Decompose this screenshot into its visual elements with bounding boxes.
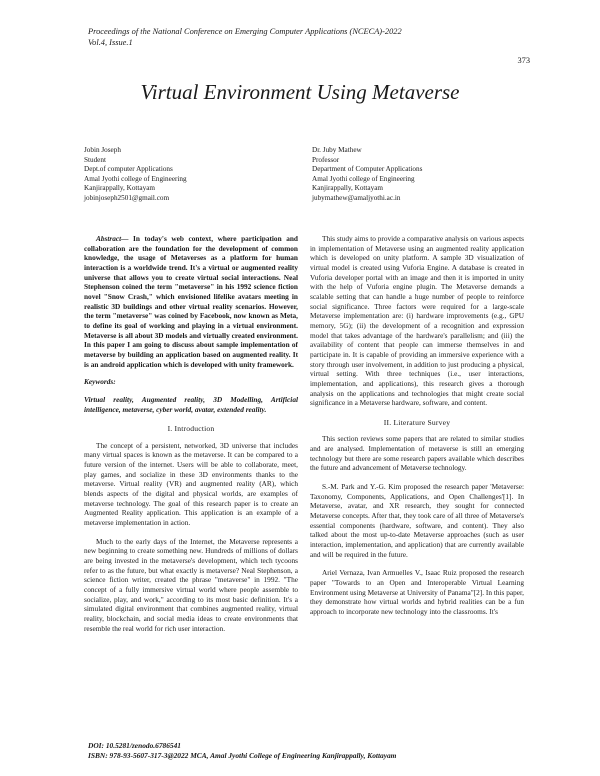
author-block-1 bbox=[84, 146, 187, 204]
author-role: Student bbox=[84, 155, 106, 164]
right-column bbox=[310, 234, 524, 617]
keywords: Virtual reality, Augmented reality, 3D Modelling, Artificial intelligence, metaverse, cyber world, avatar, extended reality. bbox=[84, 394, 298, 414]
author-block-2 bbox=[312, 146, 422, 204]
author-place: Kanjirappally, Kottayam bbox=[312, 184, 383, 193]
abstract-text: — In today's web context, where participation and collaboration are the foundation for the development of common knowledge, the usage of Metaverses as a platform for human interaction is a worldwide trend. It's a virtual or augmented reality universe that allows you to create virtual social interactions. Neal Stephenson coined the term "metaverse" in his 1992 science fiction novel "Snow Crash," which envisioned lifelike avatars meeting in realistic 3D buildings and other virtual reality scenarios. However, the term "metaverse" was coined by Facebook, now known as Meta, to define its goal of working and playing in a virtual environment. Metaverse is all about 3D models and virtually created environment. In this paper I am going to discuss about sample implementation of metaverse by building an application based on augmented reality. It is an android application which is developed with unity framework. bbox=[84, 234, 298, 369]
doi-line: DOI: 10.5281/zenodo.6786541 bbox=[88, 741, 181, 750]
author-role: Professor bbox=[312, 155, 340, 164]
isbn-line: ISBN: 978-93-5607-317-3@2022 MCA, Amal Jyothi College of Engineering Kanjirappally, Kottayam bbox=[88, 751, 397, 760]
running-header bbox=[88, 26, 402, 48]
section-heading-literature-survey: II. Literature Survey bbox=[383, 417, 451, 427]
volume-line: Vol.4, Issue.1 bbox=[88, 38, 133, 47]
left-column bbox=[84, 234, 298, 633]
author-place: Kanjirappally, Kottayam bbox=[84, 184, 155, 193]
paper-title: Virtual Environment Using Metaverse bbox=[140, 80, 460, 104]
proceedings-line: Proceedings of the National Conference on Emerging Computer Applications (NCECA)-2022 bbox=[88, 27, 402, 36]
abstract bbox=[84, 234, 298, 369]
author-dept: Department of Computer Applications bbox=[312, 165, 423, 174]
author-email: jobinjoseph2501@gmail.com bbox=[84, 193, 170, 202]
author-name: Dr. Juby Mathew bbox=[312, 146, 362, 154]
author-email: jubymathew@amaljyothi.ac.in bbox=[312, 193, 401, 202]
keywords-heading: Keywords: bbox=[84, 377, 116, 387]
author-dept: Dept.of computer Applications bbox=[84, 165, 173, 174]
page-number: 373 bbox=[517, 56, 530, 65]
intro-paragraph-1: The concept of a persistent, networked, 3D universe that includes many virtual spaces is known as the metaverse. It can be compared to a future version of the internet. Users will be able to collaborate, meet, play games, and socialize in these 3D environments thanks to the metaverse. Virtual reality (VR) and augmented reality (AR), which blends aspects of the digital and physical worlds, are examples of metaverse technology. The goal of this research paper is to create an Augmented Reality application. This application is an example of a metaverse implementation in action. bbox=[84, 440, 298, 528]
author-college: Amal Jyothi college of Engineering bbox=[84, 174, 187, 183]
section-heading-introduction: I. Introduction bbox=[167, 424, 215, 434]
literature-paragraph-1: This section reviews some papers that are related to similar studies and are analysed. Implementation of metaverse is still an emerging technology but there are some research papers available which describes the future and advancement of Metaverse technology. bbox=[310, 434, 524, 473]
author-college: Amal Jyothi college of Engineering bbox=[312, 174, 415, 183]
abstract-lead: Abstract bbox=[96, 234, 122, 243]
literature-paragraph-2: S.-M. Park and Y.-G. Kim proposed the research paper 'Metaverse: Taxonomy, Components, Applications, and Open Challenges'[1]. In Metaverse, avatar, and XR research, they sought for connected Metaverse concepts. After that, they took care of all three of Metaverse's essential components (hardware, software, and content). They also talked about the most up-to-date Metaverse approaches (such as user interaction, implementation, and application) that are currently available and will be required in the future. bbox=[310, 482, 524, 559]
intro-paragraph-2: Much to the early days of the Internet, the Metaverse represents a new beginning to create something new. Hundreds of millions of dollars are being invested in the metaverse's development, which tech tycoons refer to as the future, but what exactly is metaverse? Neal Stephenson, a science fiction writer, created the phrase "metaverse" in 1992. "The concept of a fully immersive virtual world where people assemble to socialize, play, and work," according to its most basic definition. It's a simulated digital environment that combines augmented reality, virtual reality, blockchain, and social media ideas to create environments that resemble the real world for rich user interaction. bbox=[84, 536, 298, 633]
study-paragraph: This study aims to provide a comparative analysis on various aspects in implementation of Metaverse using an augmented reality application which is developed on unity platform. A sample 3D visualization of virtual model is created using Vuforia Engine. A database is created in Vuforia developer portal with an image and then it is imported in unity with the help of Vuforia engine plugin. The Metaverse demands a scalable setting that can handle a huge number of people to reinforce social significance. Three factors were required for a large-scale Metaverse implementation are: (i) hardware improvements (e.g., GPU memory, 5G); (ii) the development of a recognition and expression model that takes advantage of the hardware's parallelism; and (iii) the availability of content that people can immerse themselves in and participate in. It is capable of providing an immersive experience with a story through user involvement, in addition to just producing a physical, virtual setting. With three techniques (i.e., user interactions, implementation, and applications), this research gives a thorough analysis on the applications and technologies that might create social significance in a Metaverse hardware, software, and content. bbox=[310, 234, 524, 408]
page-footer bbox=[88, 741, 396, 761]
literature-paragraph-3: Ariel Vernaza, Ivan Armuelles V., Isaac Ruiz proposed the research paper "Towards to an Open and Interoperable Virtual Learning Environment using Metaverse at University of Panama"[2]. In this paper, they demonstrate how virtual worlds and hybrid realities can be a fun approach to incorporate new technology into the classrooms. It's bbox=[310, 568, 524, 616]
author-name: Jobin Joseph bbox=[84, 146, 121, 154]
